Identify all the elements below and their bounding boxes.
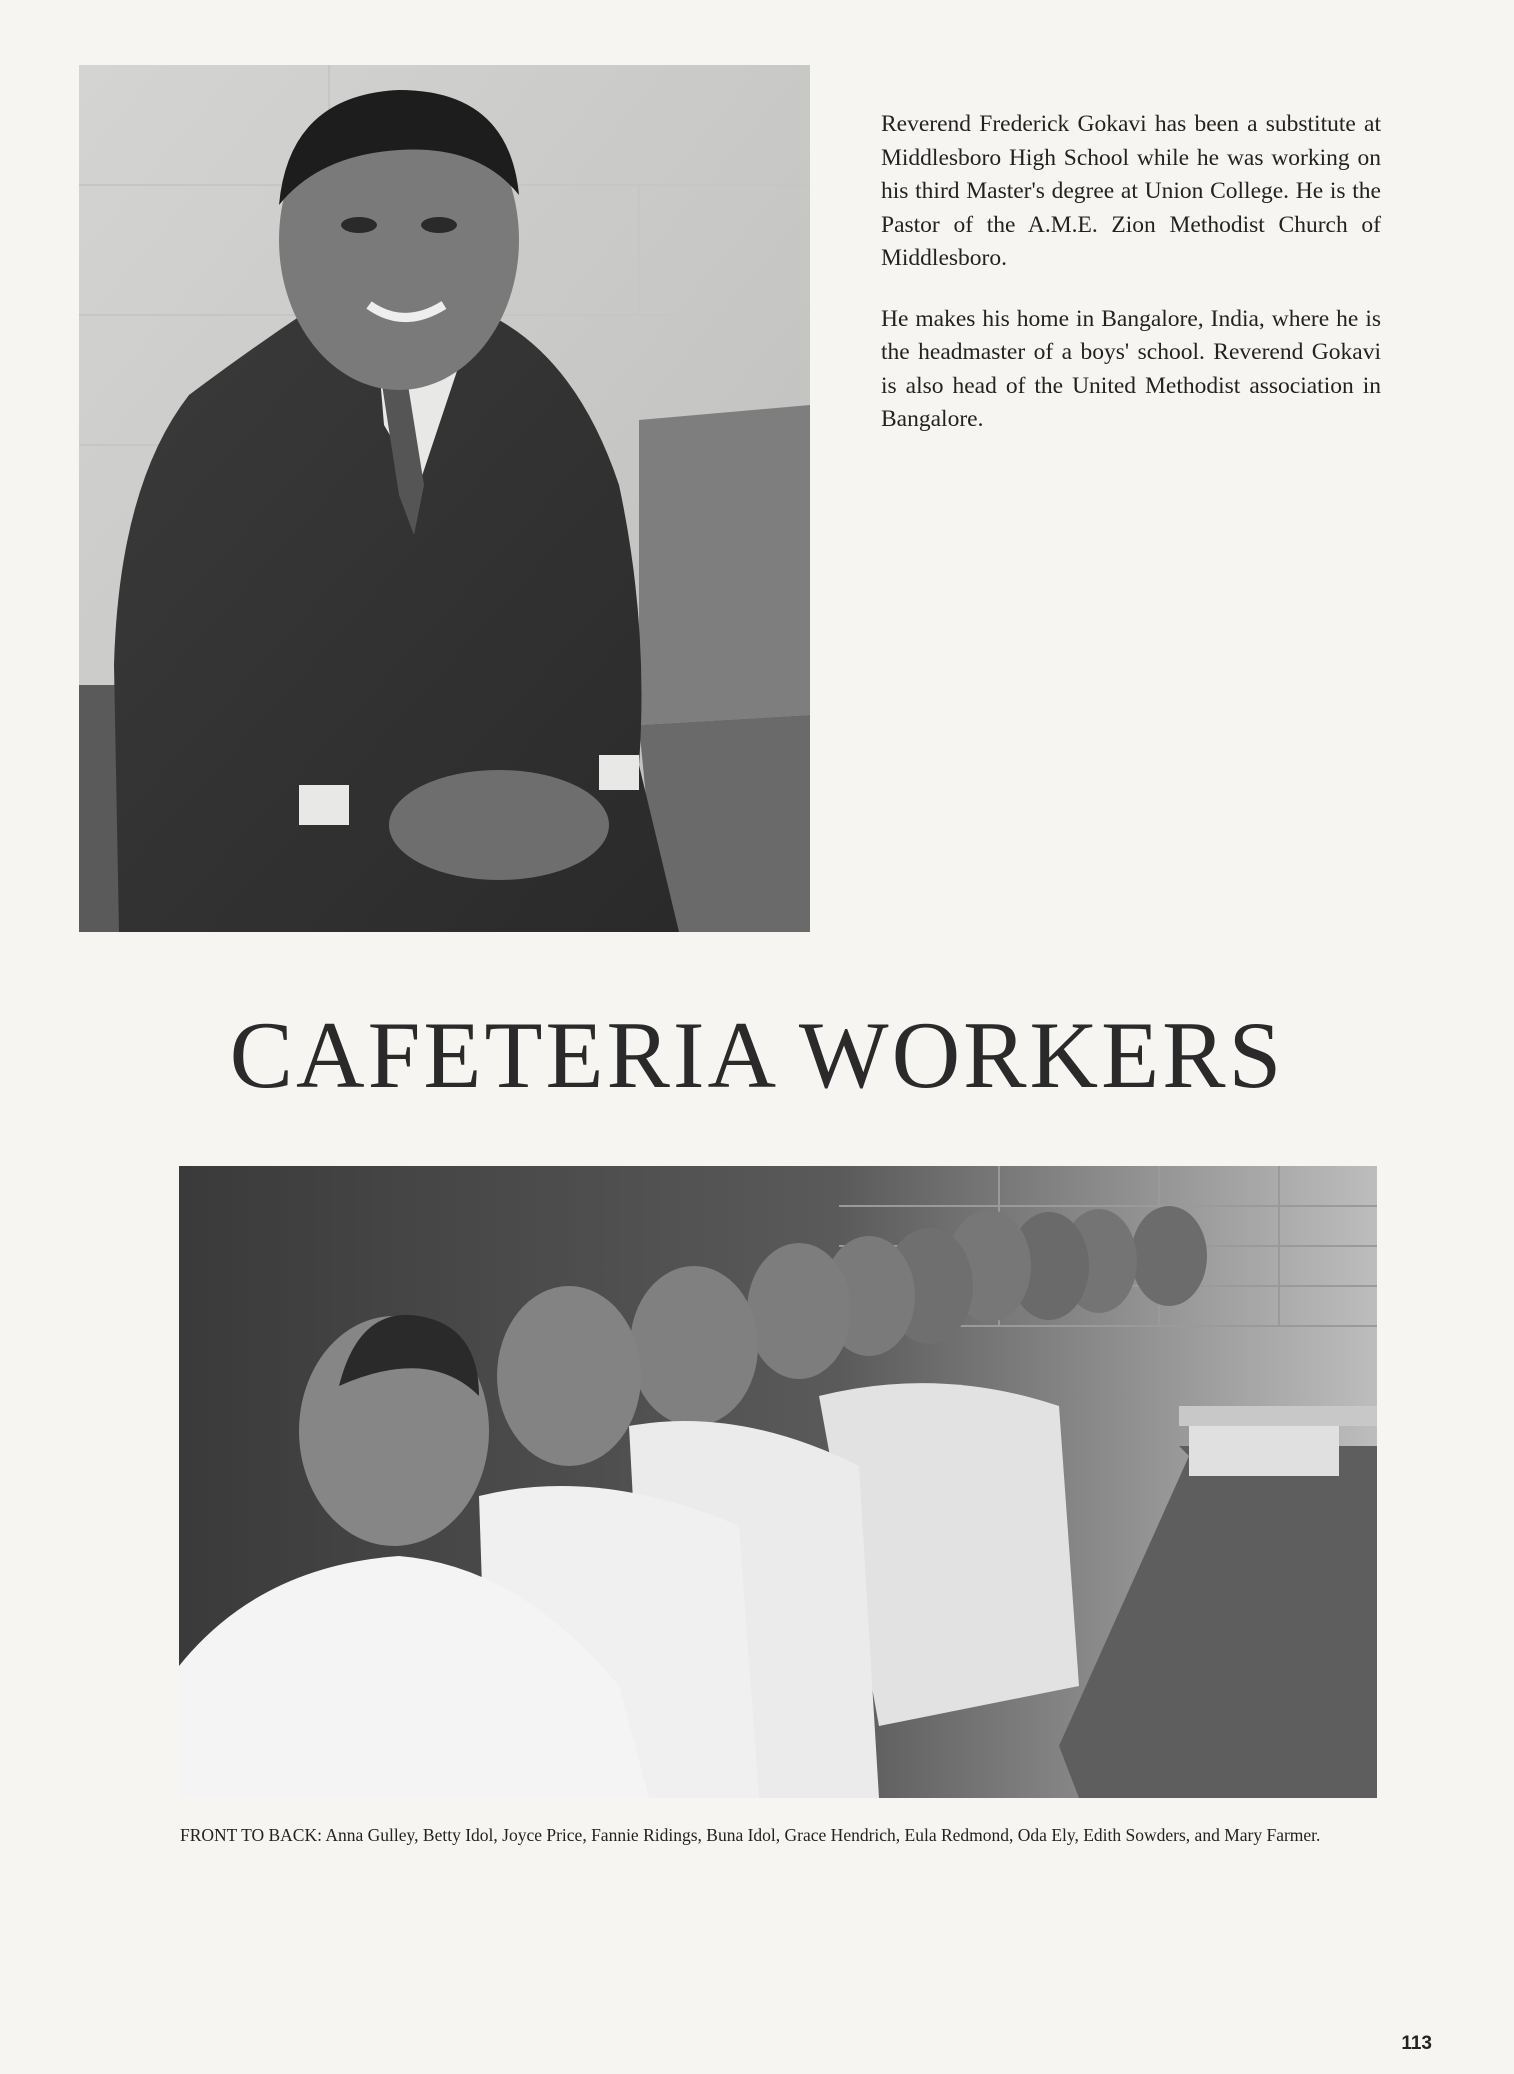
bio-paragraph-1: Reverend Frederick Gokavi has been a substitute at Middlesboro High School while he was working on his third Master's degree at Union College. He is the Pastor of the A.M.E. Zion Methodist Church of Middlesboro. [881,111,1381,271]
cafeteria-workers-photo [179,1166,1377,1798]
section-heading: CAFETERIA WORKERS [229,1002,1285,1108]
photo-caption: FRONT TO BACK: Anna Gulley, Betty Idol, Joyce Price, Fannie Ridings, Buna Idol, Grace Hendrich, Eula Redmond, Oda Ely, Edith Sowders, and Mary Farmer. [180,1825,1321,1845]
cafeteria-workers-image [179,1166,1377,1798]
bio-paragraph-2: He makes his home in Bangalore, India, where he is the headmaster of a boys' school. Reverend Gokavi is also head of the United Methodist association in Bangalore. [881,305,1381,432]
bio-text [881,108,1381,464]
portrait-image [79,65,810,932]
page-number: 113 [1401,2033,1432,2054]
portrait-photo [79,65,810,932]
